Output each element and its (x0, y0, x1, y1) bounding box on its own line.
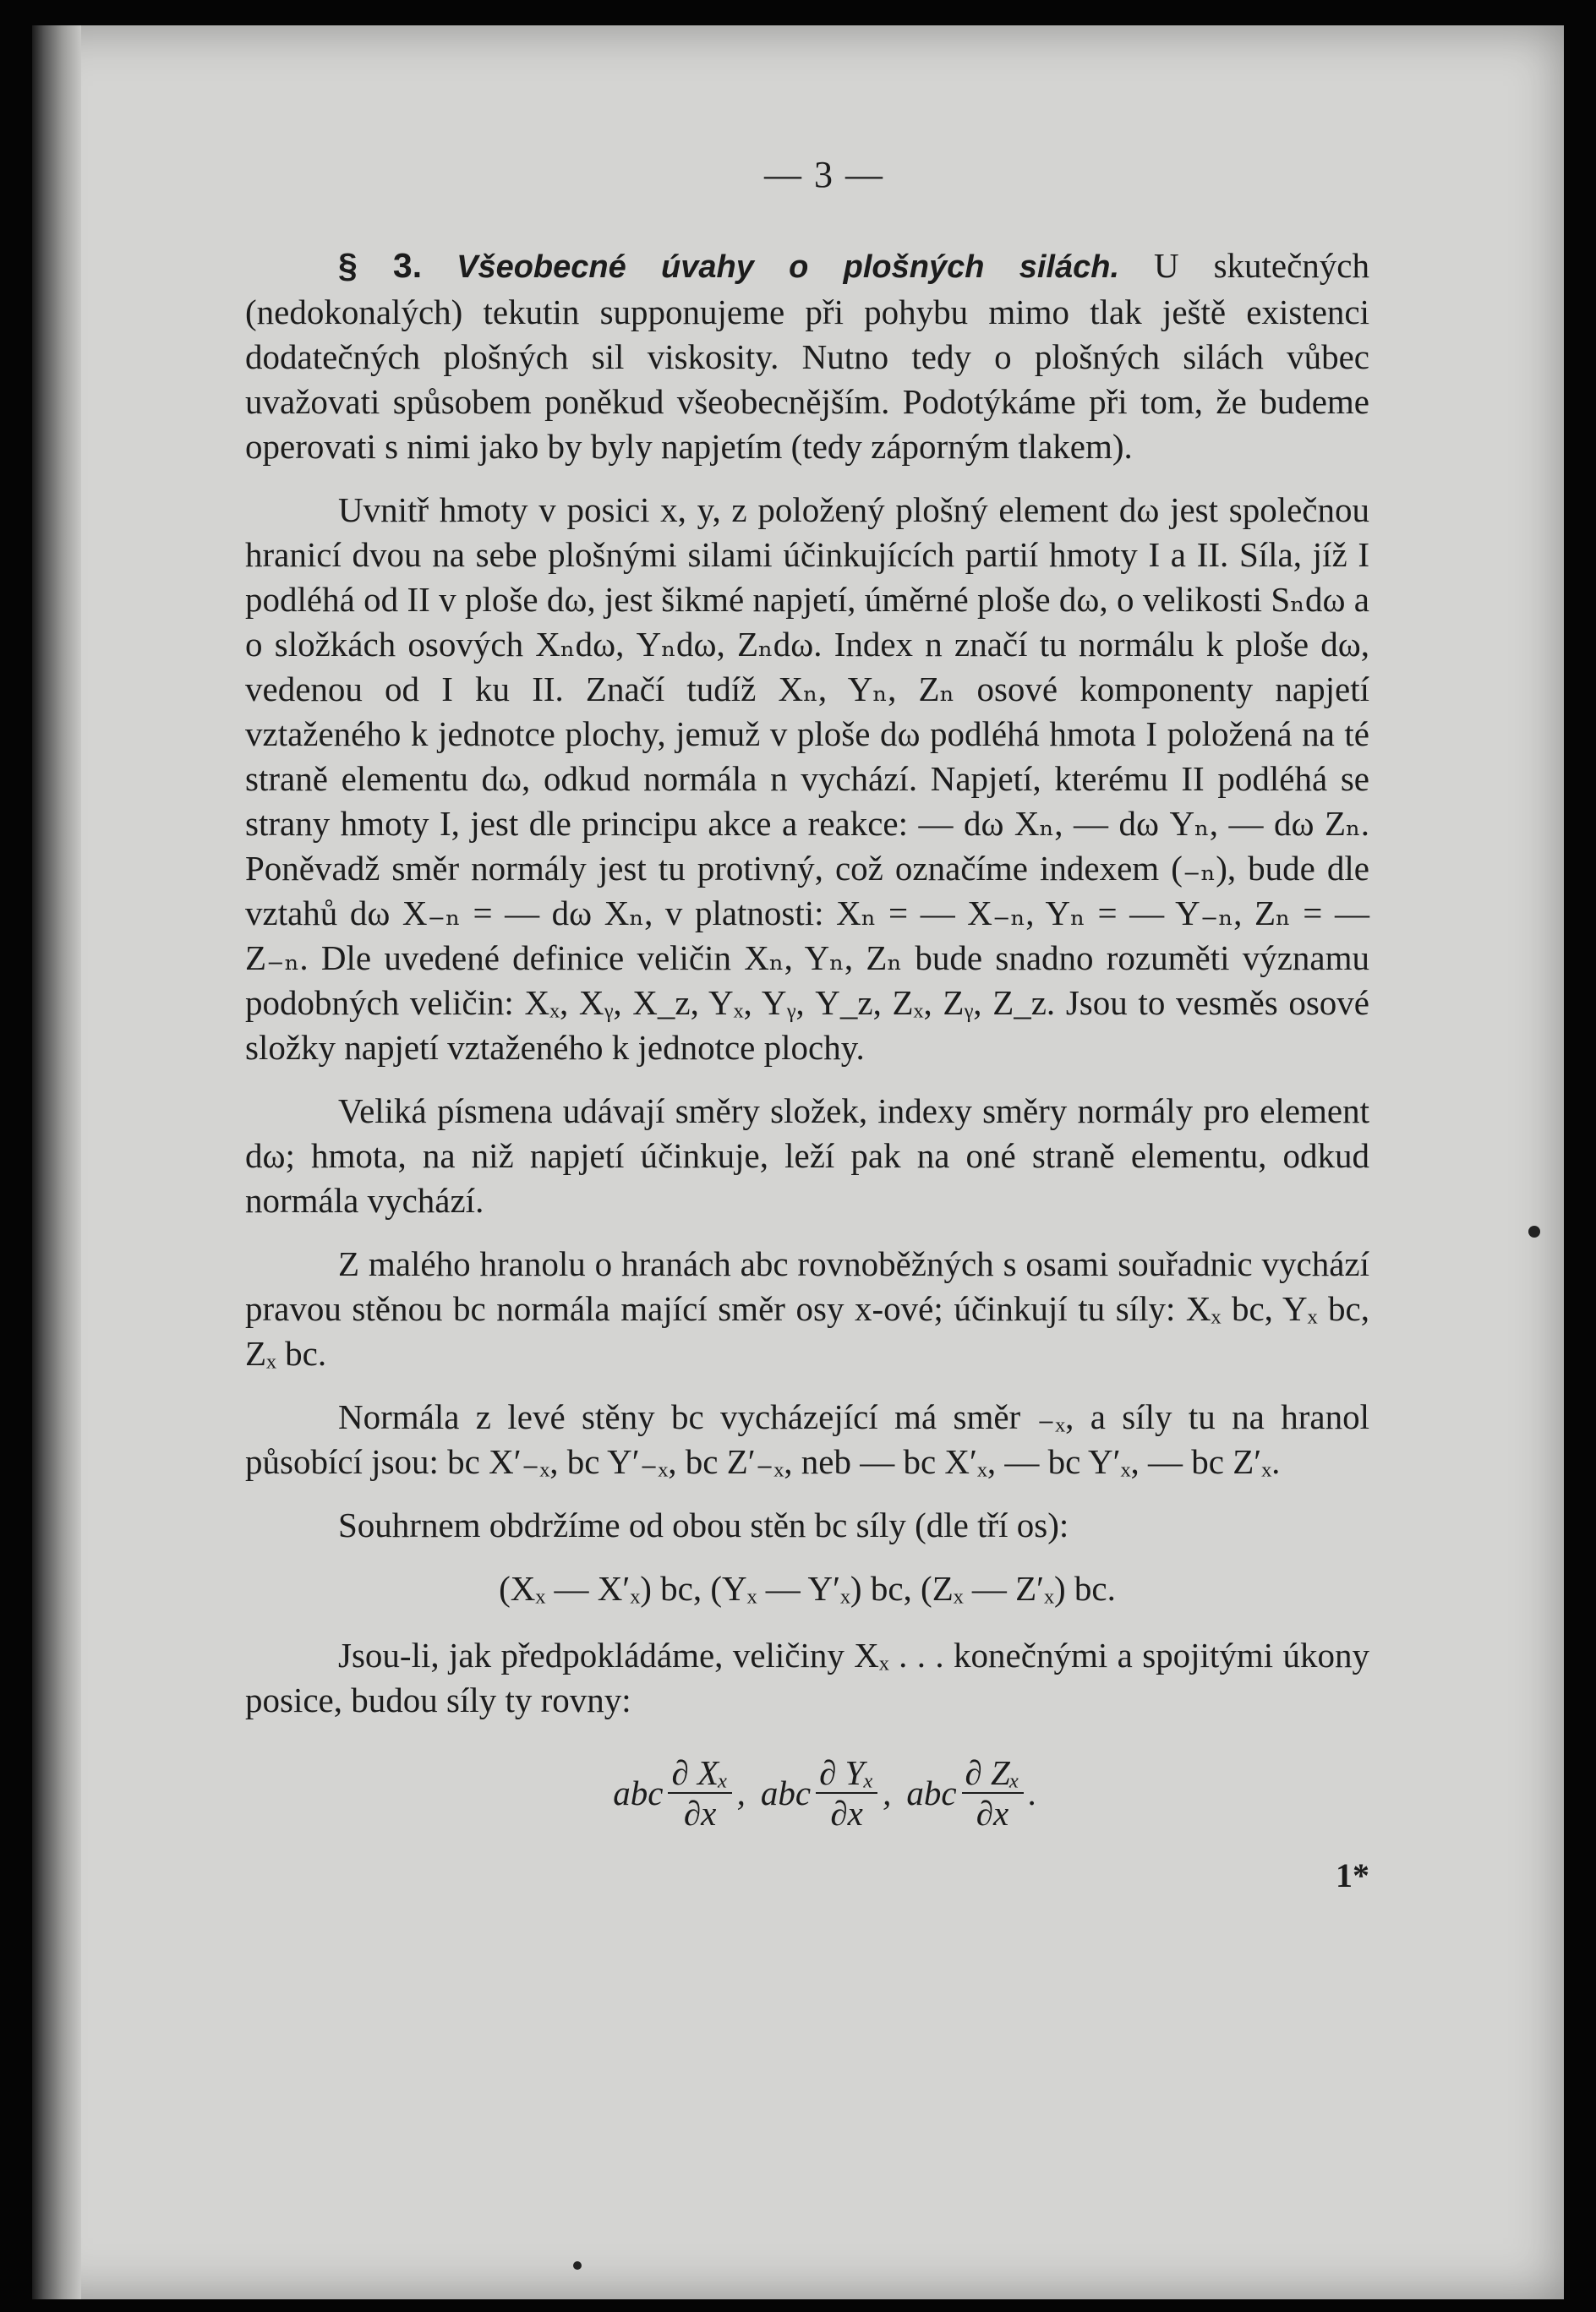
page-number: — 3 — (764, 154, 884, 195)
fraction-numerator: ∂ Yₓ (816, 1753, 877, 1794)
paragraph-last: Jsou-li, jak předpokládáme, veličiny Xₓ . . . konečnými a spojitými úkony posice, budou síly ty rovny: (245, 1636, 1369, 1719)
paragraph: Normála z levé stěny bc vycházející má směr ₋ₓ, a síly tu na hranol působící jsou: bc X′₋ₓ, bc Y′₋ₓ, bc Z′₋ₓ, neb — bc X′ₓ, — bc Y′ₓ, — bc Z′ₓ. (245, 1397, 1369, 1481)
fraction-denominator: ∂x (830, 1794, 863, 1833)
fraction-formula (245, 1753, 1369, 1833)
fraction-term (761, 1753, 906, 1833)
fraction-suffix: , (736, 1773, 746, 1812)
paragraph: Uvnitř hmoty v posici x, y, z položený plošný element dω jest společnou hranicí dvou na sebe plošnými silami účinkujících partií hmoty I a II. Síla, jíž I podléhá od II v ploše dω, jest šikmé napjetí, úměrné ploše dω, o velikosti Sₙdω a o složkách osových Xₙdω, Yₙdω, Zₙdω. Index n značí tu normálu k ploše dω, vedenou od I ku II. Značí tudíž Xₙ, Yₙ, Zₙ osové komponenty napjetí vztaženého k jednotce plochy, jemuž v ploše dω podléhá hmota I položená na té straně elementu dω, odkud normála n vychází. Napjetí, kterému II podléhá se strany hmoty I, jest dle principu akce a reakce: — dω Xₙ, — dω Yₙ, — dω Zₙ. Poněvadž směr normály jest tu protivný, což označíme indexem (₋ₙ), bude dle vztahů dω X₋ₙ = — dω Xₙ, v platnosti: Xₙ = — X₋ₙ, Yₙ = — Y₋ₙ, Zₙ = — Z₋ₙ. Dle uvedené definice veličin Xₙ, Yₙ, Zₙ bude snadno rozuměti významu podobných veličin: Xₓ, Xᵧ, X_z, Yₓ, Yᵧ, Y_z, Zₓ, Zᵧ, Z_z. Jsou to vesměs osové složky napjetí vztaženého k jednotce plochy. (245, 490, 1369, 1067)
fraction-denominator: ∂x (976, 1794, 1009, 1833)
fraction-term (906, 1753, 1052, 1833)
fraction-suffix: , (883, 1773, 892, 1812)
fraction-prefix: abc (906, 1773, 957, 1812)
fraction (668, 1753, 731, 1833)
signature-mark: 1* (1336, 1856, 1369, 1894)
fraction-term (613, 1753, 761, 1833)
fraction (816, 1753, 877, 1833)
paragraph-text: U skutečných (nedokonalých) tekutin supponujeme při pohybu mimo tlak ještě existenci dodatečných plošných sil viskosity. Nutno tedy o plošných silách vůbec uvažovati spůsobem poněkud všeobecnějším. Podotýkáme při tom, že budeme operovati s nimi jako by byly napjetím (tedy záporným tlakem). (245, 246, 1370, 466)
book-page (32, 25, 1564, 2299)
section-symbol: § 3. (338, 246, 423, 285)
formula-line: (Xₓ — X′ₓ) bc, (Yₓ — Y′ₓ) bc, (Zₓ — Z′ₓ) bc. (499, 1569, 1116, 1608)
section-title: Všeobecné úvahy o plošných silách. (456, 249, 1119, 285)
paragraph: Veliká písmena udávají směry složek, indexy směry normály pro element dω; hmota, na niž napjetí účinkuje, leží pak na oné straně elementu, odkud normála vychází. (245, 1091, 1369, 1220)
fraction-denominator: ∂x (683, 1794, 717, 1833)
ink-speck (1528, 1226, 1540, 1238)
text-block (245, 152, 1369, 1898)
fraction-numerator: ∂ Xₓ (668, 1753, 731, 1794)
page-binding-edge (32, 25, 81, 2299)
ink-speck (573, 2261, 582, 2270)
fraction-prefix: abc (760, 1773, 812, 1812)
fraction-numerator: ∂ Zₓ (962, 1753, 1024, 1794)
paragraph: Z malého hranolu o hranách abc rovnoběžných s osami souřadnic vychází pravou stěnou bc normála mající směr osy x-ové; účinkují tu síly: Xₓ bc, Yₓ bc, Zₓ bc. (245, 1244, 1369, 1373)
fraction (962, 1753, 1024, 1833)
paragraph: Souhrnem obdržíme od obou stěn bc síly (dle tří os): (338, 1506, 1069, 1544)
fraction-prefix: abc (613, 1773, 664, 1812)
fraction-suffix: . (1028, 1773, 1037, 1812)
paragraph-section-intro (245, 243, 1369, 469)
